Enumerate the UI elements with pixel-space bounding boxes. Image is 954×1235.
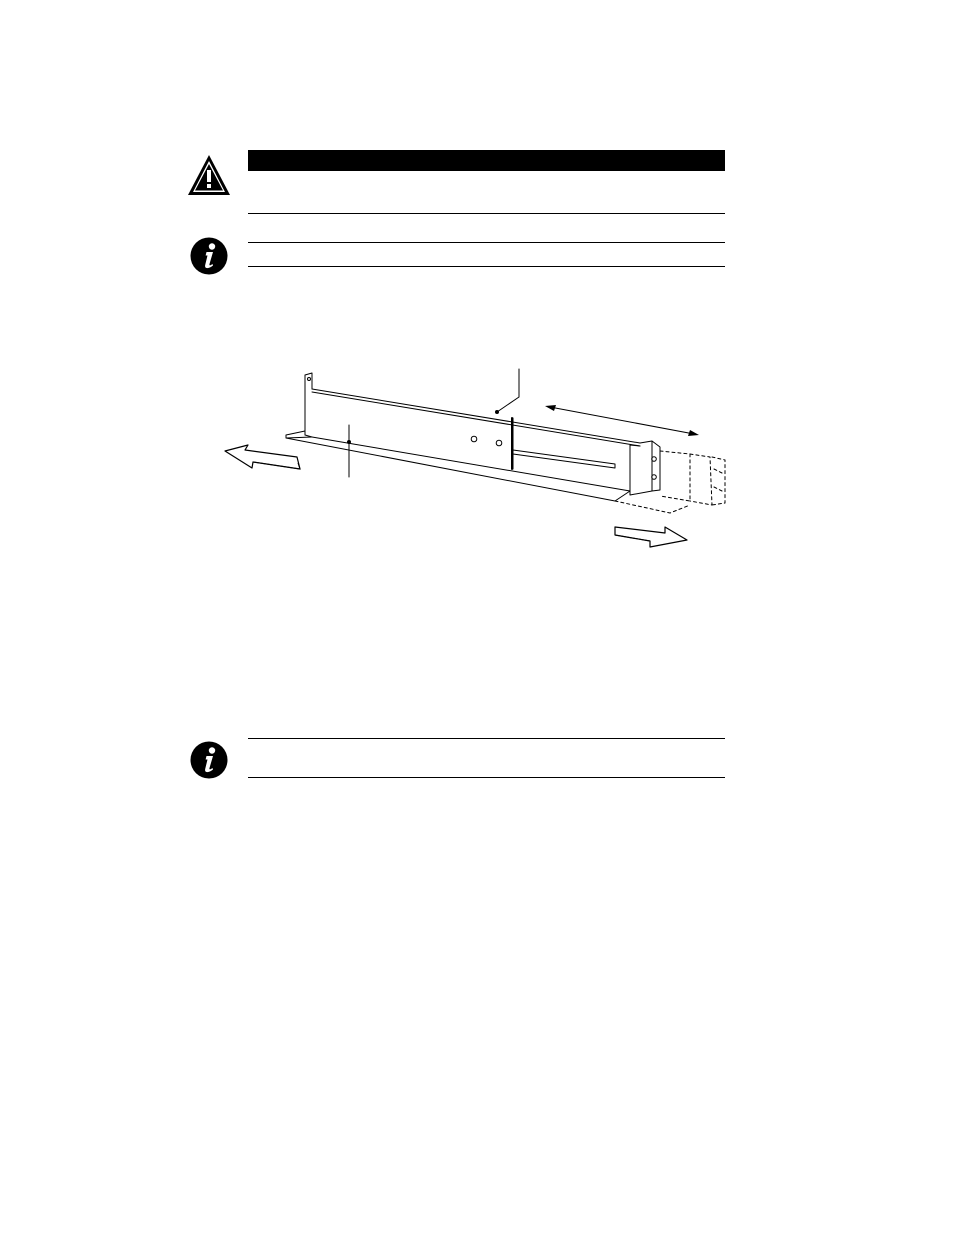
rail-assembly-figure (220, 365, 740, 555)
right-arrow-icon (615, 527, 687, 547)
rail-rear-flange (630, 441, 660, 495)
note-divider-top (248, 242, 725, 243)
warning-triangle-icon (186, 153, 232, 197)
note-divider-bottom (248, 777, 725, 778)
rail-front-flange (305, 373, 312, 435)
note-divider-top (248, 738, 725, 739)
left-arrow-icon (225, 445, 300, 469)
warning-divider (248, 213, 725, 214)
info-icon (190, 741, 228, 779)
info-icon (190, 237, 228, 275)
note-divider-bottom (248, 266, 725, 267)
warning-header-bar (248, 150, 725, 171)
